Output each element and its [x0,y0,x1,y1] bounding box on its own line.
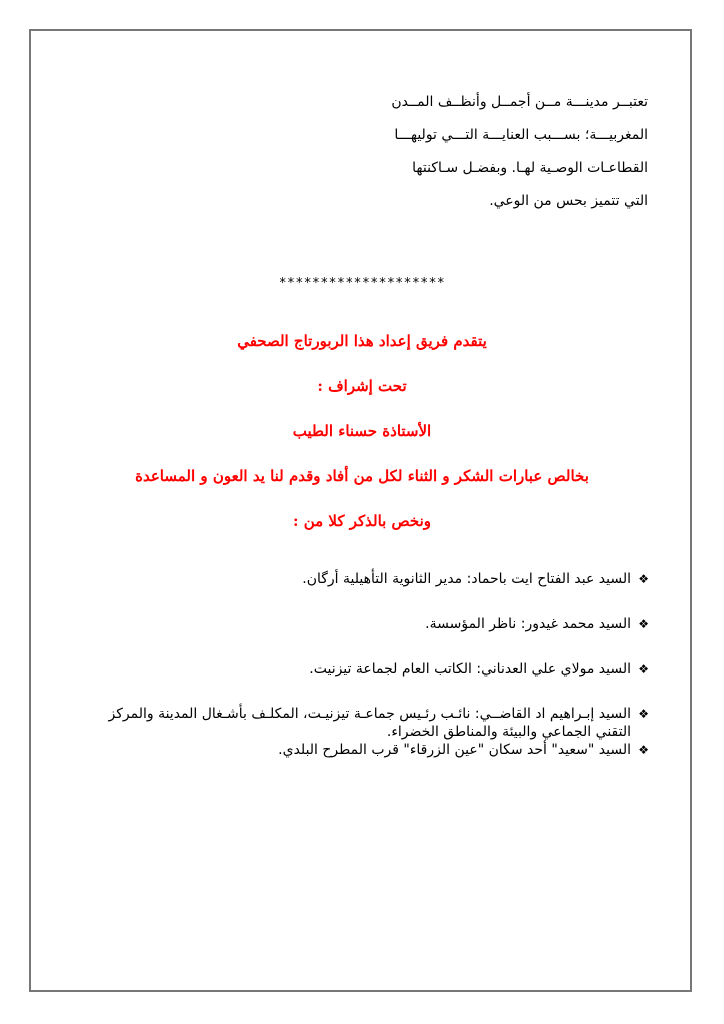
thanks-list [70,570,649,759]
list-item-text: السيد محمد غيدور: ناظر المؤسسة. [425,616,631,632]
ack-line-teacher: الأستاذة حسناء الطيب [292,422,432,440]
list-item [70,615,649,633]
diamond-bullet-icon: ❖ [638,743,649,757]
ack-line-mention: ونخص بالذكر كلا من : [292,512,432,530]
ack-line-supervision: تحت إشراف : [317,377,407,395]
diamond-bullet-icon: ❖ [638,662,649,676]
list-item-text: السيد عبد الفتاح ايت باحماد: مدير الثانوية التأهيلية أرگان. [302,571,631,587]
intro-line: التي تتميز بحس من الوعي. [489,193,648,209]
list-item [70,705,649,741]
list-item-text: السيد إبـراهيم اد القاضــي: نائـب رئـيس جماعـة تيزنيـت، المكلـف بأشـغال المدينة والمركز التقني الجماعي والبيئة والمناطق الخضراء. [108,706,631,740]
intro-paragraph [348,86,648,218]
ack-line-thanks: بخالص عبارات الشكر و الثناء لكل من أفاد وقدم لنا يد العون و المساعدة [135,467,589,485]
diamond-bullet-icon: ❖ [638,572,649,586]
list-item [70,570,649,588]
acknowledgement-block [40,326,684,551]
list-item [70,741,649,759]
ack-line-team: يتقدم فريق إعداد هذا الربورتاج الصحفي [237,332,487,350]
list-item-text: السيد مولاي علي العدناني: الكاتب العام لجماعة تيزنيت. [309,661,631,677]
diamond-bullet-icon: ❖ [638,707,649,721]
diamond-bullet-icon: ❖ [638,617,649,631]
list-item-text: السيد "سعيد" أحد سكان "عين الزرقاء" قرب المطرح البلدي. [278,742,631,758]
intro-line: تعتبــر مدينـــة مــن أجمــل وأنظــف المــدن [391,94,648,110]
list-item [70,660,649,678]
intro-line: القطاعـات الوصـية لهـا. وبفضـل سـاكنتها [412,160,648,176]
asterisk-separator: ******************** [278,276,446,291]
intro-line: المغربيـــة؛ بســـبب العنايـــة التـــي توليهـــا [394,127,648,143]
